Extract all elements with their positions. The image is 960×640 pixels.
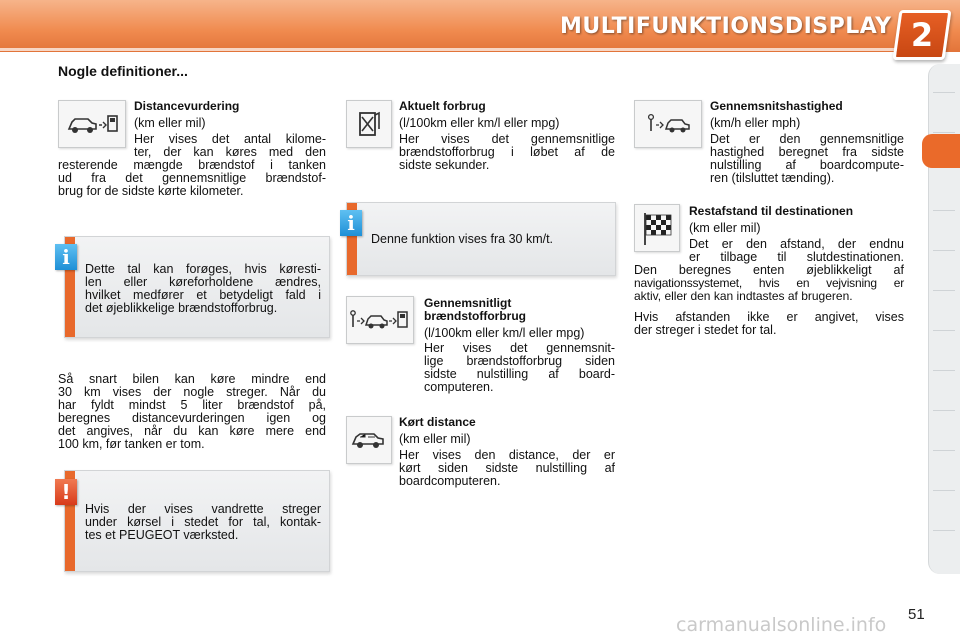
current-consumption-line: brændstofforbrug i løbet af de <box>399 145 615 159</box>
distance-estimate-text: brug for de sidste kørte kilometer. <box>58 184 244 198</box>
info-icon: i <box>340 210 362 236</box>
tab-divider <box>933 370 955 371</box>
average-consumption-line: sidste nulstilling af board- <box>424 367 615 381</box>
chapter-tab-active[interactable] <box>922 134 960 168</box>
average-consumption-title: Gennemsnitligt <box>424 296 512 310</box>
average-consumption-title: brændstofforbrug <box>424 309 526 323</box>
remaining-distance-line: er tilbage til slutdestinationen. <box>689 250 904 264</box>
average-consumption-text <box>424 342 615 394</box>
info-tip-text: hvilket medfører et betydeligt fald i <box>85 288 321 302</box>
warning-tip-text: tes et PEUGEOT værksted. <box>85 528 239 542</box>
average-speed-line: hastighed beregnet fra sidste <box>710 145 904 159</box>
tab-divider <box>933 530 955 531</box>
current-consumption-unit: (l/100km eller km/l eller mpg) <box>399 116 560 130</box>
info-tip-box <box>64 236 330 338</box>
header-banner <box>0 0 960 52</box>
chapter-number: 2 <box>910 16 934 54</box>
info-icon: i <box>55 244 77 270</box>
tab-divider <box>933 450 955 451</box>
remaining-distance-line: der streger i stedet for tal. <box>634 323 777 337</box>
fuel-pump-icon <box>346 100 392 148</box>
tab-divider <box>933 330 955 331</box>
info-tip-text: Dette tal kan forøges, hvis køresti- <box>85 262 321 276</box>
info-tip-text: len eller køreforholdene ændres, <box>85 275 321 289</box>
distance-estimate-text: Her vises det antal kilome- <box>134 132 326 146</box>
range-note-line: har fyldt mindst 5 liter brændstof på, <box>58 398 326 412</box>
chapter-title: MULTIFUNKTIONSDISPLAY <box>560 14 892 39</box>
distance-travelled-title: Kørt distance <box>399 415 476 429</box>
remaining-distance-text <box>634 264 904 337</box>
remaining-distance-title: Restafstand til destinationen <box>689 204 854 218</box>
watermark: carmanualsonline.info <box>676 614 887 636</box>
distance-estimate-text: resterende mængde brændstof i tanken <box>58 158 326 172</box>
range-note-line: 100 km, før tanken er tom. <box>58 437 205 451</box>
distance-estimate-text: ter, der kan køres med den <box>134 145 326 159</box>
remaining-distance-line: navigationssystemet, hvis en vejvisning er <box>634 276 904 290</box>
current-consumption-text <box>399 133 615 172</box>
trip-fuel-consumption-icon <box>346 296 414 344</box>
info-tip-text: Denne funktion vises fra 30 km/t. <box>371 232 554 246</box>
remaining-distance-line: Hvis afstanden ikke er angivet, vises <box>634 310 904 324</box>
average-speed-title: Gennemsnitshastighed <box>710 99 843 113</box>
average-speed-line: ren (tilsluttet tænding). <box>710 171 835 185</box>
average-consumption-line: Her vises det gennemsnit- <box>424 341 615 355</box>
tab-divider <box>933 410 955 411</box>
average-speed-line: nulstilling af boardcompute- <box>710 158 904 172</box>
section-title: Nogle definitioner... <box>58 63 188 79</box>
car-fuel-range-icon <box>58 100 126 148</box>
car-icon <box>346 416 392 464</box>
current-consumption-line: sidste sekunder. <box>399 158 490 172</box>
distance-travelled-line: boardcomputeren. <box>399 474 501 488</box>
distance-estimate-text: ud fra det gennemsnitlige brændstof- <box>58 171 326 185</box>
trip-speed-icon <box>634 100 702 148</box>
tab-divider <box>933 250 955 251</box>
distance-estimate-unit: (km eller mil) <box>134 116 206 130</box>
page-number: 51 <box>908 606 925 623</box>
tab-divider <box>933 290 955 291</box>
tab-divider <box>933 92 955 93</box>
average-consumption-unit: (l/100km eller km/l eller mpg) <box>424 326 585 340</box>
info-tip-text: det øjeblikkelige brændstofforbrug. <box>85 301 278 315</box>
range-note-line: det angives, når du kan køre mere end <box>58 424 326 438</box>
average-consumption-line: computeren. <box>424 380 494 394</box>
info-tip-box <box>346 202 616 276</box>
tab-divider <box>933 490 955 491</box>
remaining-distance-line: Det er den afstand, der endnu <box>689 237 904 251</box>
warning-tip-text: under kørsel i stedet for tal, kontak- <box>85 515 321 529</box>
average-speed-line: Det er den gennemsnitlige <box>710 132 904 146</box>
current-consumption-title: Aktuelt forbrug <box>399 99 486 113</box>
tab-divider <box>933 210 955 211</box>
chapter-number-badge <box>892 10 951 60</box>
warning-tip-box <box>64 470 330 572</box>
range-note-line: 30 km vises der nogle streger. Når du <box>58 385 326 399</box>
range-note-line: beregnes distancevurderingen igen og <box>58 411 326 425</box>
current-consumption-line: Her vises det gennemsnitlige <box>399 132 615 146</box>
remaining-distance-line: aktiv, eller den kan indtastes af brugeren. <box>634 289 853 303</box>
distance-travelled-line: kørt siden sidste nulstilling af <box>399 461 615 475</box>
distance-travelled-line: Her vises den distance, der er <box>399 448 615 462</box>
range-note <box>58 373 326 451</box>
range-note-line: Så snart bilen kan køre mindre end <box>58 372 326 386</box>
average-consumption-line: lige brændstofforbrug siden <box>424 354 615 368</box>
average-speed-text <box>710 133 904 185</box>
warning-icon: ! <box>55 479 77 505</box>
warning-tip-text: Hvis der vises vandrette streger <box>85 502 321 516</box>
distance-travelled-text <box>399 449 615 488</box>
tab-divider <box>933 132 955 133</box>
remaining-distance-unit: (km eller mil) <box>689 221 761 235</box>
average-speed-unit: (km/h eller mph) <box>710 116 801 130</box>
remaining-distance-line: Den beregnes enten øjeblikkeligt af <box>634 263 904 277</box>
distance-travelled-unit: (km eller mil) <box>399 432 471 446</box>
checkered-flag-icon <box>634 204 680 252</box>
header-divider <box>0 48 900 51</box>
distance-estimate-title: Distancevurdering <box>134 99 240 113</box>
